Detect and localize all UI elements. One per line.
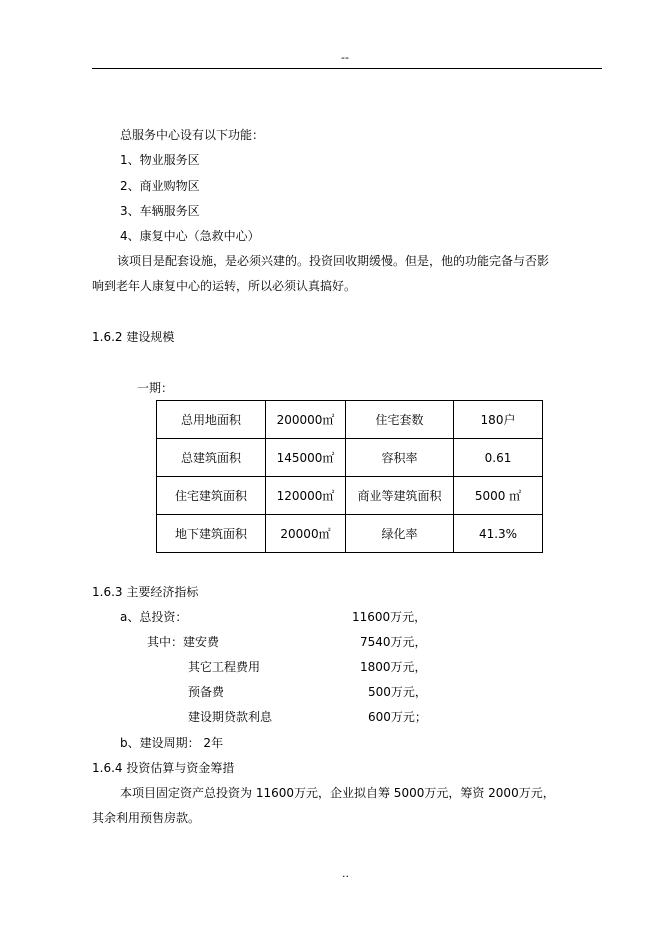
intro-paragraph-line-1: 该项目是配套设施，是必须兴建的。投资回收期缓慢。但是，他的功能完备与否影 xyxy=(117,254,550,268)
construction-period: b、建设周期： 2年 xyxy=(120,736,224,750)
other-cost-label: 其它工程费用 xyxy=(188,660,261,674)
section-heading-1-6-2: 1.6.2 建设规模 xyxy=(92,330,175,344)
table-cell: 总建筑面积 xyxy=(157,439,266,477)
table-cell: 总用地面积 xyxy=(157,401,266,439)
table-cell: 5000 ㎡ xyxy=(454,477,543,515)
loan-interest-label: 建设期贷款利息 xyxy=(188,710,273,724)
table-cell: 容积率 xyxy=(346,439,454,477)
total-investment-value: 11600万元， xyxy=(352,610,427,624)
construction-cost-value: 7540万元， xyxy=(360,635,427,649)
service-item-1: 1、物业服务区 xyxy=(120,153,200,167)
table-cell: 0.61 xyxy=(454,439,543,477)
service-item-3: 3、车辆服务区 xyxy=(120,204,200,218)
table-cell: 商业等建筑面积 xyxy=(346,477,454,515)
phase-label: 一期： xyxy=(137,381,174,395)
table-row xyxy=(157,439,543,477)
service-item-4: 4、康复中心（急救中心） xyxy=(120,229,260,243)
table-cell: 绿化率 xyxy=(346,515,454,553)
loan-interest-value: 600万元； xyxy=(368,710,427,724)
total-investment-label: a、总投资： xyxy=(120,610,188,624)
header-mark: -- xyxy=(341,51,349,64)
table-cell: 120000㎡ xyxy=(266,477,346,515)
table-row xyxy=(157,515,543,553)
table-cell: 180户 xyxy=(454,401,543,439)
table-row xyxy=(157,401,543,439)
funding-paragraph-line-1: 本项目固定资产总投资为 11600万元，企业拟自筹 5000万元，筹资 2000万元， xyxy=(120,786,555,800)
services-title: 总服务中心设有以下功能： xyxy=(120,128,265,142)
construction-cost-label: 其中：建安费 xyxy=(147,635,220,649)
table-cell: 41.3% xyxy=(454,515,543,553)
header-rule xyxy=(92,68,602,69)
table-cell: 20000㎡ xyxy=(266,515,346,553)
table-cell: 住宅建筑面积 xyxy=(157,477,266,515)
table-cell: 200000㎡ xyxy=(266,401,346,439)
service-item-2: 2、商业购物区 xyxy=(120,179,200,193)
reserve-fund-label: 预备费 xyxy=(188,685,225,699)
other-cost-value: 1800万元， xyxy=(360,660,427,674)
table-cell: 145000㎡ xyxy=(266,439,346,477)
table-row xyxy=(157,477,543,515)
footer-mark: .. xyxy=(342,867,349,880)
funding-paragraph-line-2: 其余利用预售房款。 xyxy=(92,811,201,825)
section-heading-1-6-3: 1.6.3 主要经济指标 xyxy=(92,585,199,599)
intro-paragraph-line-2: 响到老年人康复中心的运转，所以必须认真搞好。 xyxy=(92,279,357,293)
scale-table xyxy=(156,400,543,553)
section-heading-1-6-4: 1.6.4 投资估算与资金筹措 xyxy=(92,761,235,775)
table-cell: 地下建筑面积 xyxy=(157,515,266,553)
table-cell: 住宅套数 xyxy=(346,401,454,439)
reserve-fund-value: 500万元， xyxy=(368,685,427,699)
